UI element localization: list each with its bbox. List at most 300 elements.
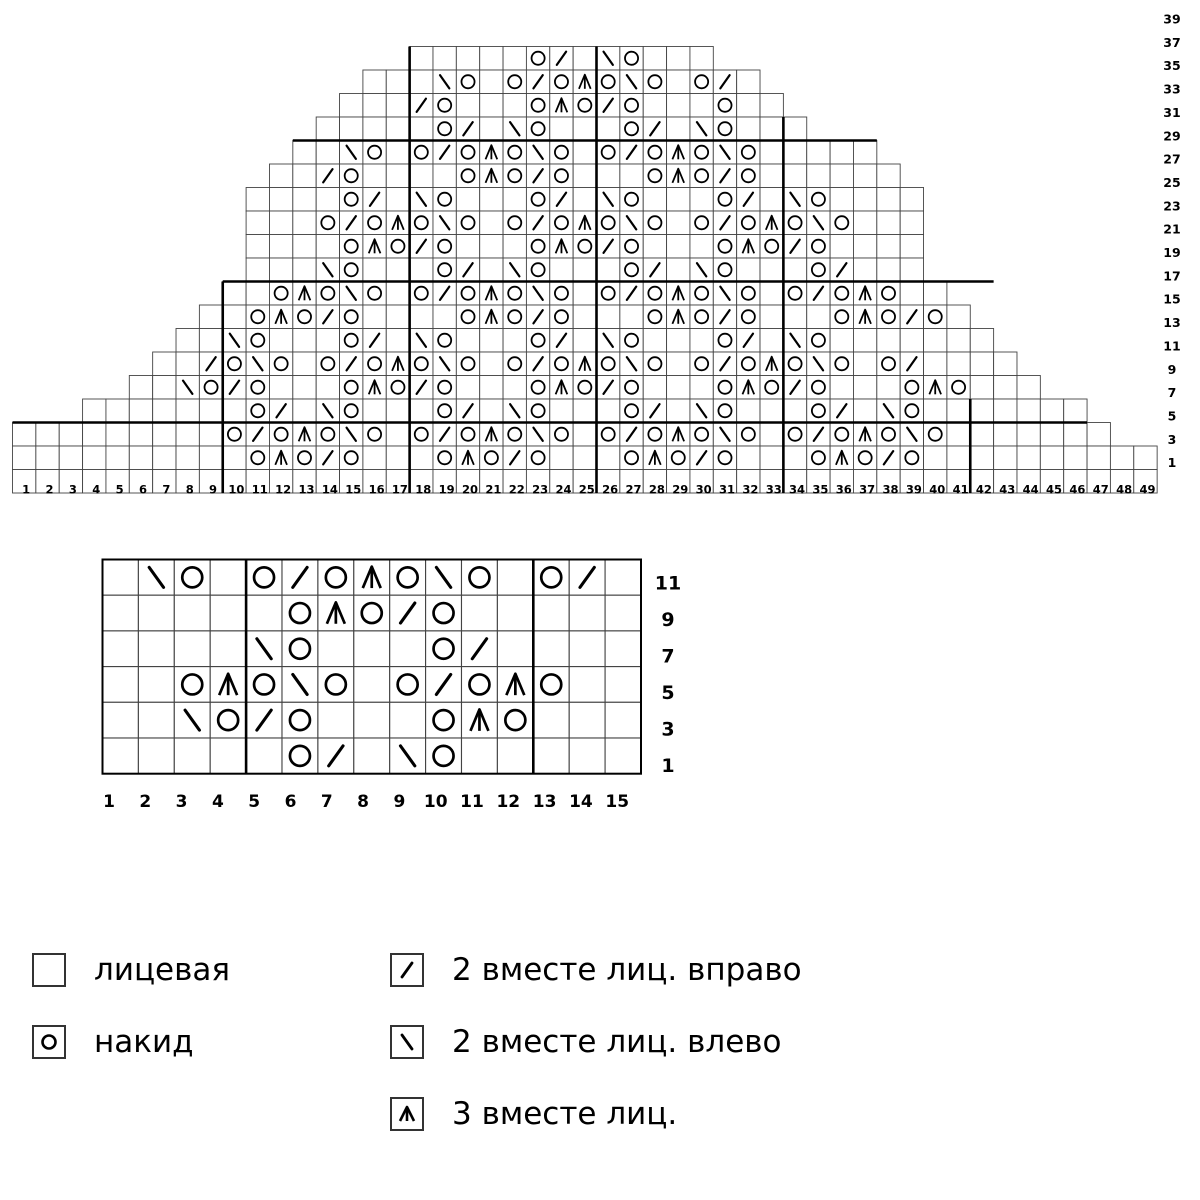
main-cell [643,94,666,118]
main-column-label: 26 [602,482,619,497]
main-cell [737,70,760,94]
main-cell [807,446,830,470]
rapport-cell [426,738,462,774]
rapport-cell [569,631,605,667]
main-cell [269,352,292,376]
main-cell [1064,423,1087,447]
main-cell [830,188,853,212]
main-cell [269,211,292,235]
main-cell [713,235,736,259]
main-cell [433,117,456,141]
legend-k3tog-label: 3 вместе лиц. [452,1096,678,1132]
main-cell [620,329,643,353]
legend-k2tog-left-label: 2 вместе лиц. влево [452,1024,782,1060]
main-cell [760,423,783,447]
main-cell [620,47,643,71]
rapport-row-label: 7 [661,645,675,668]
rapport-cell [605,702,641,738]
main-cell [433,235,456,259]
main-cell [433,376,456,400]
main-cell [807,164,830,188]
main-column-label: 43 [999,482,1016,497]
main-column-label: 42 [975,482,992,497]
main-cell [456,376,479,400]
main-cell [363,352,386,376]
main-cell [293,446,316,470]
main-cell [900,211,923,235]
main-cell [807,141,830,165]
main-row-label: 21 [1163,221,1181,237]
main-cell [947,352,970,376]
main-cell [83,399,106,423]
rapport-cell [103,667,139,703]
main-cell [737,141,760,165]
main-cell [760,282,783,306]
main-cell [643,329,666,353]
rapport-cell [569,667,605,703]
main-cell [760,117,783,141]
rapport-cell [497,738,533,774]
main-column-label: 38 [882,482,899,497]
main-cell [526,47,549,71]
main-cell [807,258,830,282]
main-cell [573,188,596,212]
main-cell [924,305,947,329]
main-cell [153,352,176,376]
main-cell [643,282,666,306]
main-cell [526,94,549,118]
main-cell [293,399,316,423]
main-cell [877,376,900,400]
main-cell [433,258,456,282]
main-cell [597,399,620,423]
main-cell [900,446,923,470]
main-cell [737,211,760,235]
main-cell [269,164,292,188]
main-cell [433,188,456,212]
main-chart-row-13 [176,329,994,353]
main-cell [480,235,503,259]
rapport-cell [497,702,533,738]
main-cell [363,305,386,329]
main-cell [386,141,409,165]
main-row-label: 15 [1163,291,1181,307]
main-cell [573,117,596,141]
main-cell [316,141,339,165]
main-cell [620,235,643,259]
main-cell [199,305,222,329]
main-column-label: 25 [578,482,595,497]
main-row-label: 31 [1163,104,1181,120]
main-cell [713,446,736,470]
main-chart-row-33 [340,94,784,118]
rapport-column-label: 12 [496,792,521,812]
main-cell [853,164,876,188]
main-cell [643,70,666,94]
main-cell [690,47,713,71]
main-column-label: 48 [1116,482,1133,497]
main-column-label: 37 [859,482,876,497]
main-cell [667,235,690,259]
main-cell [900,399,923,423]
main-cell [410,70,433,94]
main-cell [877,258,900,282]
main-cell [480,70,503,94]
main-cell [853,399,876,423]
main-cell [970,399,993,423]
rapport-cell [318,631,354,667]
main-cell [900,235,923,259]
main-cell [410,423,433,447]
main-cell [853,211,876,235]
rapport-column-label: 6 [284,792,297,812]
main-chart-row-9 [129,376,1040,400]
rapport-cell [174,560,210,596]
main-cell [737,423,760,447]
main-cell [550,446,573,470]
main-cell [503,235,526,259]
rapport-cell [354,702,390,738]
main-cell [550,141,573,165]
rapport-row-11 [103,560,642,596]
main-cell [386,329,409,353]
main-cell [690,423,713,447]
main-cell [433,305,456,329]
rapport-cell [210,702,246,738]
main-cell [877,352,900,376]
main-cell [293,352,316,376]
main-cell [783,141,806,165]
main-cell [737,117,760,141]
main-column-label: 41 [952,482,969,497]
main-cell [830,211,853,235]
main-cell [690,188,713,212]
k3tog-icon [390,1097,424,1131]
main-cell [176,352,199,376]
main-cell [340,117,363,141]
main-cell [293,211,316,235]
main-cell [410,399,433,423]
rapport-row-3 [103,738,642,774]
main-cell [713,117,736,141]
rapport-column-label: 10 [423,792,448,812]
legend-k3tog [390,1096,677,1132]
main-cell [199,399,222,423]
main-cell [1040,399,1063,423]
main-cell [410,211,433,235]
main-column-label: 20 [462,482,479,497]
main-cell [597,211,620,235]
main-cell [900,376,923,400]
rapport-column-label: 8 [357,792,370,812]
main-cell [643,352,666,376]
main-cell [667,94,690,118]
rapport-column-label: 14 [569,792,593,812]
main-cell [994,423,1017,447]
rapport-cell [138,738,174,774]
rapport-cell [282,595,318,631]
main-column-label: 1 [22,482,31,497]
main-cell [410,305,433,329]
main-cell [620,117,643,141]
main-cell [316,423,339,447]
main-column-label: 22 [508,482,525,497]
main-chart-row-17 [223,282,947,306]
main-column-label: 21 [485,482,502,497]
main-cell [597,352,620,376]
main-cell [363,141,386,165]
main-cell [480,376,503,400]
main-cell [176,329,199,353]
main-chart-row-15 [199,305,970,329]
main-cell [246,305,269,329]
main-cell [386,258,409,282]
main-cell [386,70,409,94]
main-cell [176,423,199,447]
main-cell [456,352,479,376]
main-cell [340,305,363,329]
rapport-cell [174,667,210,703]
rapport-column-label: 9 [393,792,406,812]
rapport-cell [138,702,174,738]
main-cell [1110,446,1133,470]
main-cell [620,258,643,282]
main-cell [316,235,339,259]
main-cell [620,188,643,212]
main-row-label: 1 [1167,455,1177,471]
rapport-cell [138,667,174,703]
main-cell [316,211,339,235]
main-cell [643,423,666,447]
rapport-cell [497,631,533,667]
main-cell [363,446,386,470]
main-cell [223,423,246,447]
main-cell [643,305,666,329]
main-chart-row-19 [246,258,923,282]
main-cell [456,282,479,306]
main-cell [994,352,1017,376]
main-cell [643,376,666,400]
main-cell [293,305,316,329]
rapport-cell [533,667,569,703]
main-cell [59,446,82,470]
main-cell [526,188,549,212]
main-cell [970,352,993,376]
legend-k2tog-left [390,1024,782,1060]
main-cell [1040,446,1063,470]
main-cell [737,446,760,470]
main-row-label: 35 [1163,58,1181,74]
main-cell [690,70,713,94]
main-cell [924,329,947,353]
rapport-column-label: 4 [211,792,224,812]
main-cell [573,235,596,259]
main-cell [550,423,573,447]
main-cell [269,329,292,353]
main-cell [340,94,363,118]
rapport-cell [605,560,641,596]
main-cell [456,305,479,329]
main-row-label: 33 [1163,81,1181,97]
main-chart-row-11 [153,352,1017,376]
rapport-cell [462,595,498,631]
main-cell [690,376,713,400]
main-cell [503,70,526,94]
main-cell [363,258,386,282]
legend-yarn-over [32,1024,194,1060]
main-cell [783,164,806,188]
rapport-chart-grid [103,560,642,774]
main-chart-row-3 [13,446,1158,470]
main-column-label: 17 [391,482,408,497]
main-cell [526,258,549,282]
rapport-column-label: 2 [139,792,152,812]
rapport-cell [390,560,426,596]
main-row-label: 39 [1163,11,1181,27]
main-row-label: 13 [1163,315,1181,331]
rapport-cell [318,667,354,703]
main-cell [246,282,269,306]
main-column-label: 14 [321,482,338,497]
main-cell [783,117,806,141]
main-cell [129,446,152,470]
main-column-label: 2 [45,482,54,497]
main-cell [176,399,199,423]
main-cell [807,376,830,400]
main-cell [830,305,853,329]
main-cell [13,423,36,447]
rapport-cell [605,595,641,631]
main-cell [503,423,526,447]
main-cell [643,141,666,165]
main-row-label: 27 [1163,151,1181,167]
main-cell [293,188,316,212]
main-cell [340,376,363,400]
main-cell [386,282,409,306]
main-cell [503,164,526,188]
main-cell [643,164,666,188]
main-cell [246,211,269,235]
main-cell [737,282,760,306]
legend-yarn-over-label: накид [94,1024,194,1060]
main-cell [760,94,783,118]
main-cell [667,47,690,71]
main-cell [877,423,900,447]
main-cell [480,117,503,141]
main-cell [503,94,526,118]
main-row-label: 19 [1163,245,1181,260]
main-cell [667,211,690,235]
main-cell [36,423,59,447]
main-cell [667,117,690,141]
main-cell [830,329,853,353]
main-column-label: 15 [345,482,362,497]
main-cell [480,94,503,118]
main-cell [760,141,783,165]
rapport-cell [246,667,282,703]
main-cell [573,94,596,118]
main-cell [526,376,549,400]
main-cell [573,376,596,400]
main-cell [667,446,690,470]
main-cell [853,352,876,376]
main-cell [807,329,830,353]
k2tog-left-icon [390,1025,424,1059]
knit-icon [32,953,66,987]
legend-k2tog-right-label: 2 вместе лиц. вправо [452,952,802,988]
main-cell [994,376,1017,400]
main-cell [597,282,620,306]
main-column-label: 16 [368,482,385,497]
main-cell [760,446,783,470]
main-cell [503,282,526,306]
rapport-column-label: 13 [532,792,557,812]
main-cell [924,282,947,306]
main-cell [410,446,433,470]
main-cell [573,446,596,470]
main-cell [853,258,876,282]
main-cell [643,47,666,71]
main-cell [877,188,900,212]
main-cell [1087,423,1110,447]
main-cell [877,329,900,353]
main-cell [340,235,363,259]
main-column-label: 9 [209,482,218,497]
main-cell [503,376,526,400]
main-cell [737,164,760,188]
main-cell [690,94,713,118]
main-cell [503,211,526,235]
main-cell [13,446,36,470]
main-chart-grid [13,47,1158,494]
main-cell [550,305,573,329]
main-cell [690,235,713,259]
main-cell [386,94,409,118]
main-cell [900,282,923,306]
main-column-label: 47 [1092,482,1109,497]
main-cell [83,446,106,470]
main-cell [760,164,783,188]
main-cell [269,376,292,400]
main-cell [760,399,783,423]
main-cell [783,423,806,447]
main-cell [970,446,993,470]
main-cell [760,305,783,329]
rapport-cell [103,738,139,774]
main-column-label: 23 [532,482,549,497]
k2tog-right-icon [390,953,424,987]
main-cell [363,282,386,306]
main-cell [783,211,806,235]
main-cell [620,94,643,118]
main-cell [433,329,456,353]
main-cell [433,399,456,423]
main-cell [363,164,386,188]
main-cell [223,446,246,470]
rapport-cell [390,667,426,703]
main-cell [363,70,386,94]
main-cell [456,423,479,447]
main-cell [853,329,876,353]
main-cell [386,188,409,212]
main-cell [386,446,409,470]
main-cell [713,376,736,400]
main-cell [293,258,316,282]
main-cell [223,352,246,376]
main-cell [1017,423,1040,447]
main-column-label: 44 [1022,482,1039,497]
main-cell [153,399,176,423]
